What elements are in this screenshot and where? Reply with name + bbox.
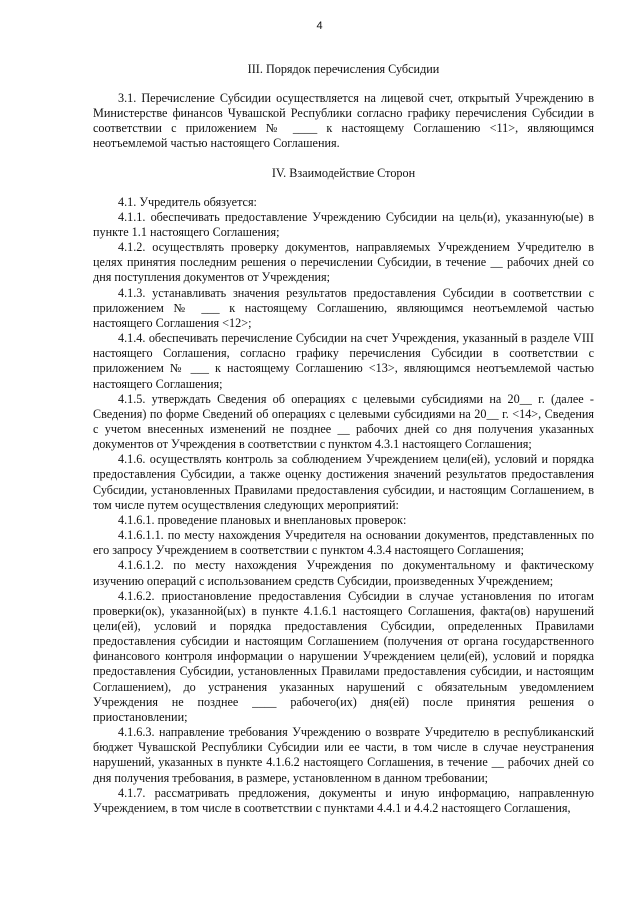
paragraph-3-1: 3.1. Перечисление Субсидии осуществляется на лицевой счет, открытый Учреждению в Министерстве финансов Чувашской Республики согласно графику перечисления Субсидии в соответствии с приложением № ____ к настоящему Соглашению <11>, являющимся неотъемлемой частью настоящего Соглашения. <box>93 91 594 151</box>
document-body <box>93 62 594 816</box>
paragraph-4-1-1: 4.1.1. обеспечивать предоставление Учреждению Субсидии на цель(и), указанную(ые) в пункте 1.1 настоящего Соглашения; <box>93 209 594 239</box>
paragraph-4-1: 4.1. Учредитель обязуется: <box>118 194 257 209</box>
paragraph-4-1-5: 4.1.5. утверждать Сведения об операциях с целевыми субсидиями на 20__ г. (далее - Сведения) по форме Сведений об операциях с целевыми субсидиями на 20__ г. <14>, Сведения с учетом внесенных изменений не позднее __ рабочих дней со дня получения указанных документов от Учреждения в соответствии с пунктом 4.3.1 настоящего Соглашения; <box>93 391 594 452</box>
paragraph-4-1-6-1-1: 4.1.6.1.1. по месту нахождения Учредителя на основании документов, представленных по его запросу Учреждением в соответствии с пунктом 4.3.4 настоящего Соглашения; <box>93 528 594 558</box>
paragraph-4-1-6-1-2: 4.1.6.1.2. по месту нахождения Учреждения по документальному и фактическому изучению операций с использованием средств Субсидии, произведенных Учреждением; <box>93 558 594 588</box>
paragraph-4-1-2: 4.1.2. осуществлять проверку документов, направляемых Учреждением Учредителю в целях принятия последним решения о перечислении Субсидии, в течение __ рабочих дней со дня поступления документов от Учреждения; <box>93 240 594 285</box>
paragraph-4-1-6-3: 4.1.6.3. направление требования Учреждению о возврате Учредителю в республиканский бюджет Чувашской Республики Субсидии или ее части, в том числе в случае неустранения нарушений, указанных в пункте 4.1.6.2 настоящего Соглашения, в течение __ рабочих дней со дня получения требования, в размере, установленном в данном требовании; <box>93 725 594 785</box>
page-number: 4 <box>316 20 323 32</box>
section-3-heading: III. Порядок перечисления Субсидии <box>247 62 440 76</box>
paragraph-4-1-7: 4.1.7. рассматривать предложения, документы и иную информацию, направленную Учреждением, в том числе в соответствии с пунктами 4.4.1 и 4.4.2 настоящего Соглашения, <box>93 785 594 815</box>
paragraph-4-1-3: 4.1.3. устанавливать значения результатов предоставления Субсидии в соответствии с приложением № ___ к настоящему Соглашению, являющимся неотъемлемой частью настоящего Соглашения <12>; <box>93 285 594 330</box>
section-4-heading: IV. Взаимодействие Сторон <box>271 165 416 180</box>
paragraph-4-1-6: 4.1.6. осуществлять контроль за соблюдением Учреждением цели(ей), условий и порядка предоставления Субсидии, а также оценку достижения значений результатов предоставления Субсидии, установленных Правилами предоставления субсидии, и настоящим Соглашением, в том числе путем осуществления следующих мероприятий: <box>93 452 594 512</box>
paragraph-4-1-6-1: 4.1.6.1. проведение плановых и внеплановых проверок: <box>118 512 407 527</box>
paragraph-4-1-6-2: 4.1.6.2. приостановление предоставления Субсидии в случае установления по итогам проверки(ок), указанной(ых) в пункте 4.1.6.1 настоящего Соглашения, факта(ов) нарушений цели(ей), условий и порядка предоставления Субсидии, определенных Правилами предоставления субсидии и настоящим Соглашением (получения от органа государственного финансового контроля информации о нарушении Учреждением цели(ей), условий и порядка предоставления Субсидии, установленных Правилами предоставления субсидии, и настоящим Соглашением), до устранения указанных нарушений с обязательным уведомлением Учреждения не позднее ____ рабочего(их) дня(ей) после принятия решения о приостановлении; <box>93 588 594 724</box>
paragraph-4-1-4: 4.1.4. обеспечивать перечисление Субсидии на счет Учреждения, указанный в разделе VIII настоящего Соглашения, согласно графику перечисления Субсидии в соответствии с приложением № ___ к настоящему Соглашению <13>, являющимся неотъемлемой частью настоящего Соглашения; <box>93 331 594 391</box>
